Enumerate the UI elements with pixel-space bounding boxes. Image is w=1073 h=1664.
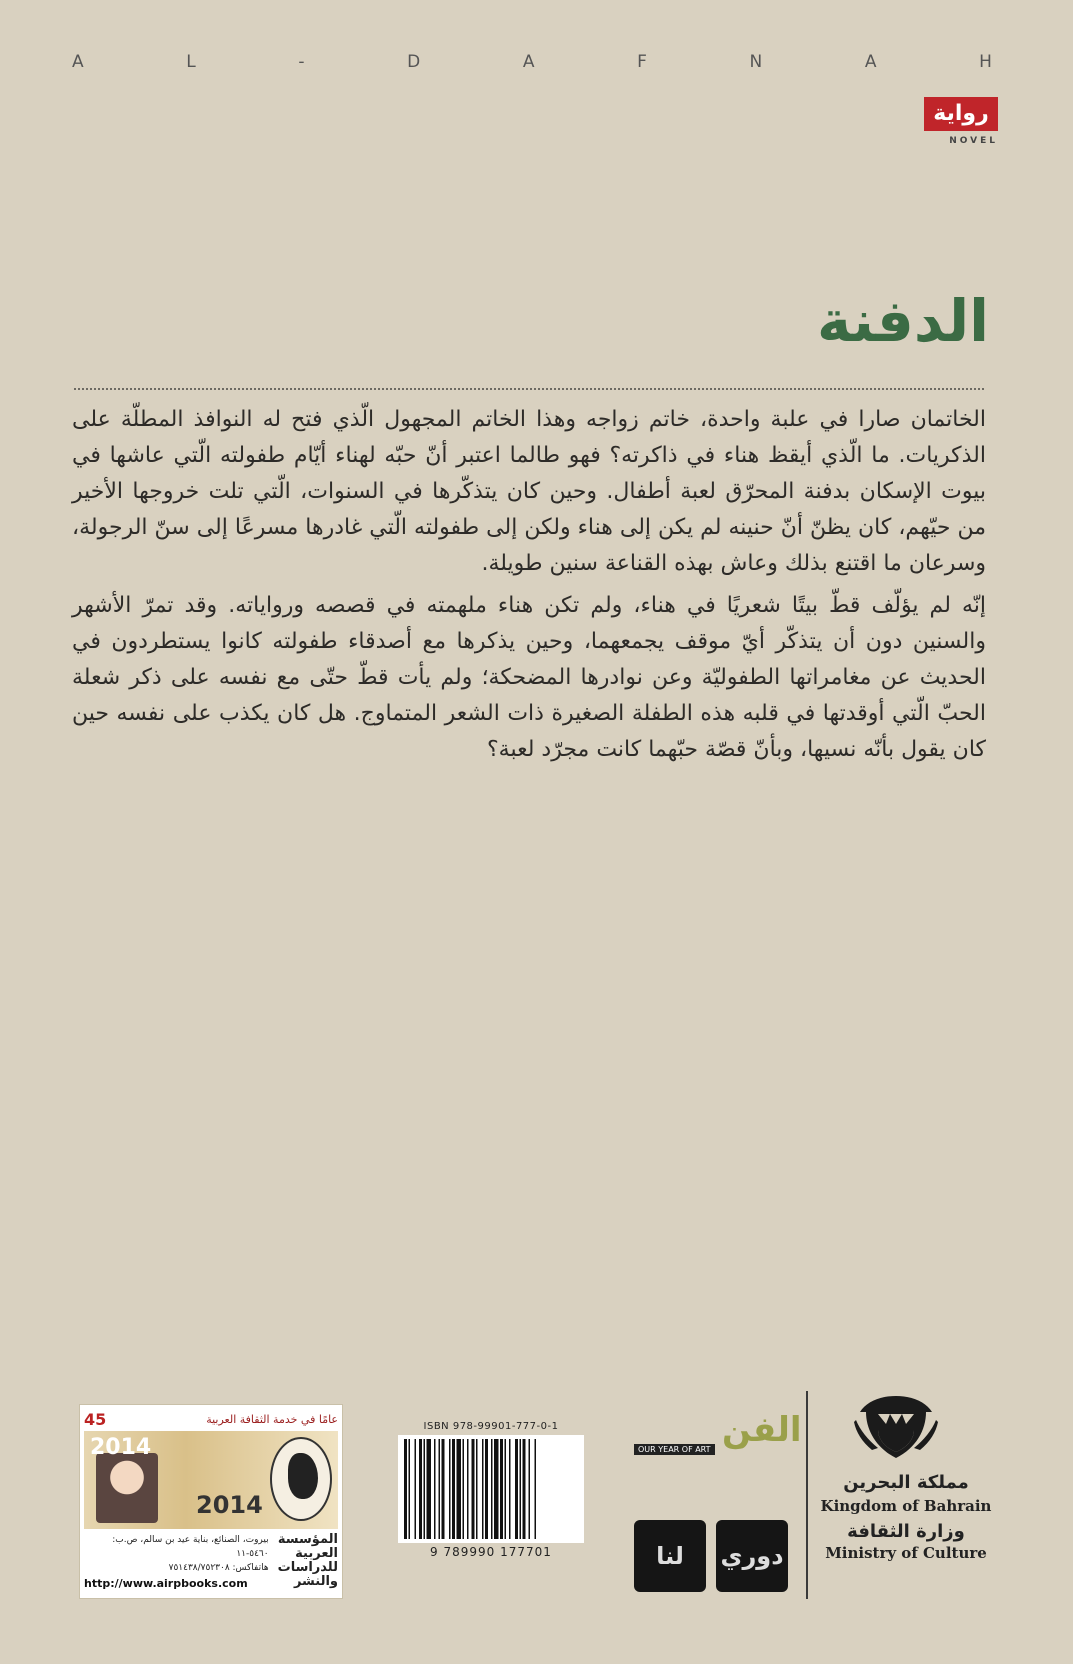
barcode-graphic (404, 1439, 578, 1539)
year-of-art-logo (634, 1410, 802, 1474)
year-of-art-arabic: الفن (722, 1410, 802, 1450)
bahrain-emblem-icon (850, 1390, 942, 1462)
culture-logo-two: دوري (716, 1520, 788, 1592)
barcode-bar (457, 1439, 462, 1539)
barcode-bar (415, 1439, 417, 1539)
stamp-anniversary-text: عامًا في خدمة الثقافة العربية (206, 1412, 338, 1426)
barcode-bar (535, 1439, 537, 1539)
title-divider (74, 388, 984, 390)
header-letter: A (72, 52, 84, 72)
header-letter: F (637, 52, 647, 72)
barcode-bar (419, 1439, 422, 1539)
barcode-bar (452, 1439, 455, 1539)
barcode-bar (491, 1439, 493, 1539)
blurb-paragraph: إنّه لم يؤلّف قطّ بيتًا شعريًا في هناء، ولم تكن هناء ملهمته في قصصه ورواياته. وقد تمرّ الأشهر والسنين دون أن يتذكّر أيّ موقف يجمعهما، وحين يذكرها مع أصدقاء طفولته كانوا يستطردون في الحديث عن مغامراتها الطفوليّة وعن نوادرها المضحكة؛ ولم يأت قطّ حتّى مع نفسه على ذكر شعلة الحبّ الّتي أوقدتها في قلبه هذه الطفلة الصغيرة ذات الشعر المتماوج. هل كان يكذب على نفسه حين كان يقول بأنّه نسيها، وبأنّ قصّة حبّهما كانت مجرّد لعبة؟ (72, 593, 986, 762)
isbn-label: ISBN 978-99901-777-0-1 (423, 1421, 559, 1432)
barcode-bar (427, 1439, 432, 1539)
stamp-header (84, 1409, 338, 1429)
kingdom-arabic: مملكة البحرين (843, 1472, 969, 1493)
publisher-address: بيروت، الصنائع، بناية عيد بن سالم، ص.ب: ٥٤٦٠-١١ (112, 1535, 269, 1559)
barcode-bar (505, 1439, 507, 1539)
header-letter: H (979, 52, 992, 72)
book-title: الدفنة (817, 287, 989, 355)
horse-emblem-icon (288, 1453, 318, 1499)
publisher-name: المؤسسة العربية للدراسات والنشر (277, 1532, 338, 1589)
barcode-bar (520, 1439, 522, 1539)
ministry-arabic: وزارة الثقافة (847, 1521, 965, 1542)
barcode-bar (409, 1439, 411, 1539)
stamp-artwork (84, 1431, 338, 1529)
barcode-bar (515, 1439, 518, 1539)
blurb-paragraph: الخاتمان صارا في علبة واحدة، خاتم زواجه وهذا الخاتم المجهول الّذي فتح له النوافذ المطلّة على الذكريات. ما الّذي أيقظ هناء في ذاكرته؟ فهو طالما اعتبر أنّ حبّه لهناء أيّام طفولته الّتي عاشها في بيوت الإسكان بدفنة المحرّق لعبة أطفال. وحين كان يتذكّرها في السنوات، الّتي تلت خروجها الأخير من حيّهم، كان يظنّ أنّ حنينه لم يكن إلى هناء ولكن إلى طفولته الّتي غادرها مسرعًا إلى سنّ الرجولة، وسرعان ما اقتنع بذلك وعاش بهذه القناعة سنين طويلة. (72, 407, 986, 576)
barcode-bar (434, 1439, 436, 1539)
barcode-bar (476, 1439, 478, 1539)
ministry-block (818, 1390, 994, 1562)
novel-badge-english: NOVEL (949, 136, 998, 146)
header-letter: N (749, 52, 763, 72)
barcode-bar (449, 1439, 451, 1539)
ministry-english: Ministry of Culture (825, 1544, 987, 1562)
barcode-bar (494, 1439, 499, 1539)
publisher-stamp (79, 1404, 343, 1599)
barcode-bar (467, 1439, 469, 1539)
barcode-bar (404, 1439, 407, 1539)
isbn-barcode (398, 1421, 584, 1571)
kingdom-english: Kingdom of Bahrain (820, 1497, 992, 1515)
barcode-bar (482, 1439, 484, 1539)
header-letter: L (186, 52, 196, 72)
spaced-title-header (72, 52, 992, 72)
barcode-bar (424, 1439, 426, 1539)
barcode-bar (439, 1439, 441, 1539)
culture-logo-one: لنا (634, 1520, 706, 1592)
barcode-bar (529, 1439, 531, 1539)
barcode-bar (509, 1439, 511, 1539)
barcode-number: 9 789990 177701 (430, 1545, 552, 1559)
barcode-bar (500, 1439, 503, 1539)
publisher-phone: هاتفاكس: ٧٥١٤٣٨/٧٥٢٣٠٨ (168, 1563, 269, 1573)
header-letter: D (407, 52, 421, 72)
header-letter: A (864, 52, 877, 72)
header-letter: A (522, 52, 535, 72)
blurb (72, 402, 986, 774)
barcode-bar (442, 1439, 445, 1539)
publisher-url: http://www.airpbooks.com (84, 1577, 248, 1590)
barcode-bar (463, 1439, 465, 1539)
year-of-art-label: OUR YEAR OF ART (634, 1444, 715, 1455)
stamp-anniversary-number: 45 (84, 1409, 107, 1429)
stamp-year: 2014 (90, 1435, 152, 1460)
barcode-bar (472, 1439, 475, 1539)
stamp-footer (84, 1533, 338, 1590)
barcode-bars (398, 1435, 584, 1543)
barcode-bar (485, 1439, 488, 1539)
header-letter: - (298, 52, 305, 72)
novel-badge-arabic: رواية (924, 97, 998, 131)
portrait-image (96, 1453, 158, 1523)
novel-badge (924, 97, 1000, 157)
stamp-year-large: 2014 (196, 1491, 263, 1519)
logo-divider (806, 1391, 808, 1599)
barcode-bar (523, 1439, 526, 1539)
